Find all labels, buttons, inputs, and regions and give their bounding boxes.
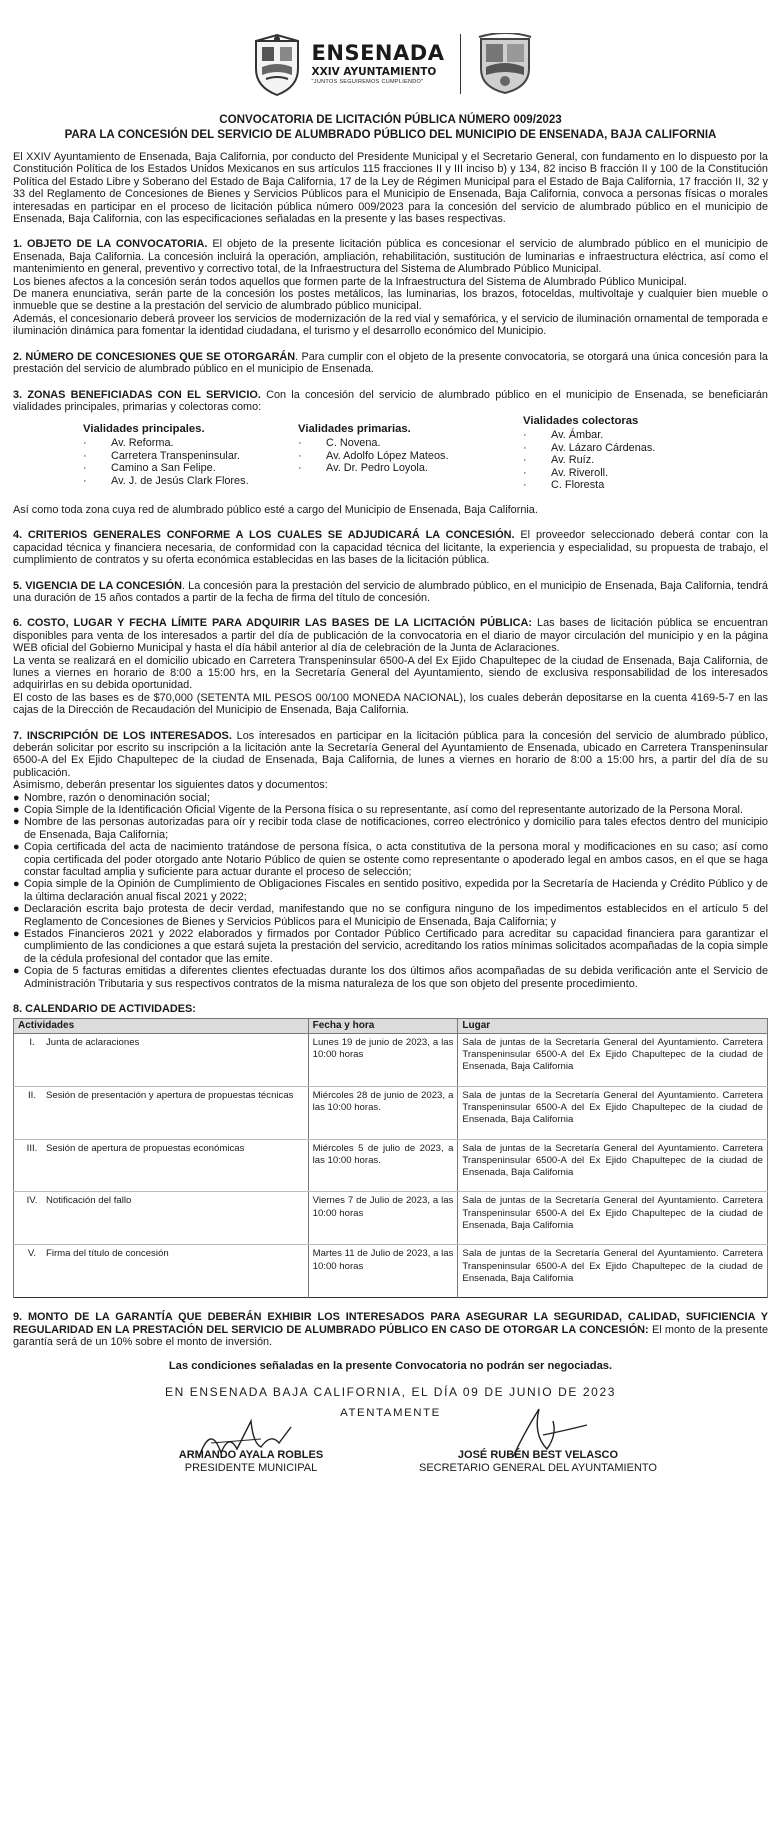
signature-secretary-icon [483,1405,603,1461]
activity-cell: Sesión de presentación y apertura de propuestas técnicas [46,1089,294,1101]
date-cell: Miércoles 28 de junio de 2023, a las 10:00 horas. [308,1086,458,1139]
section-2-heading: 2. NÚMERO DE CONCESIONES QUE SE OTORGARÁN [13,350,296,363]
regards-line: ATENTAMENTE [340,1407,441,1420]
requirement-item: ● Nombre de las personas autorizadas para oír y recibir toda clase de notificaciones, correo electrónico y domicilio para tales efectos dentro del municipio de Ensenada, Baja California; [13,816,768,841]
row-number: III. [26,1142,38,1154]
signatures [13,1419,768,1509]
section-6 [13,617,768,654]
table-row [14,1033,768,1086]
section-6-heading: 6. COSTO, LUGAR Y FECHA LÍMITE PARA ADQUIRIR LAS BASES DE LA LICITACIÓN PÚBLICA: [13,617,533,630]
section-1-heading: 1. OBJETO DE LA CONVOCATORIA. [13,238,208,251]
road-item: · Camino a San Felipe. [83,462,216,475]
logo-name: ENSENADA [311,40,445,65]
logo-divider [460,34,461,94]
section-5 [13,580,768,605]
header [13,18,768,110]
section-4-text: El proveedor seleccionado deberá contar con la capacidad técnica y financiera necesaria, de conformidad con la capacidad técnica del licitante, la experiencia y especialidad, su propuesta de trabajo, el cumplimiento de contratos y su oferta económica establecidas en las bases de la licitación pública. [13,529,769,567]
signatory-2-title: SECRETARIO GENERAL DEL AYUNTAMIENTO [419,1462,657,1475]
section-6-paragraph-3: El costo de las bases es de $70,000 (SETENTA MIL PESOS 00/100 MONEDA NACIONAL), los cuales deberán depositarse en la cuenta 4169-5-7 en las cajas de la Dirección de Recaudación del Municipio de Ensenada, Baja California. [13,691,768,717]
table-row [14,1192,768,1245]
row-number: I. [29,1036,35,1048]
section-1 [13,238,768,275]
section-1-paragraph-4: Además, el concesionario deberá proveer los servicios de modernización de la red vial y semafórica, y el servicio de iluminación ornamental de temporada e iluminación dinámica para fomentar la identidad ciudadana, el turismo y el desarrollo económico del Municipio. [13,312,768,338]
requirement-item: ● Estados Financieros 2021 y 2022 elaborados y firmados por Contador Público Certificado para acreditar su capacidad financiera para garantizar el cumplimiento de las condiciones a que estará sujeta la prestación del servicio, acreditando los ratios mínimas solicitados acompañadas de la copia simple de la cédula profesional del contador que las emite. [13,928,768,965]
date-cell: Viernes 7 de Julio de 2023, a las 10:00 horas [308,1192,458,1245]
section-7-heading: 7. INSCRIPCIÓN DE LOS INTERESADOS. [13,729,232,742]
place-cell: Sala de juntas de la Secretaría General del Ayuntamiento. Carretera Transpeninsular 6500-A del Ex Ejido Chapultepec de la ciudad de Ensenada, Baja California [458,1139,768,1192]
roads-collector-heading: Vialidades colectoras [523,415,639,428]
signatory-1-name: ARMANDO AYALA ROBLES [178,1449,324,1462]
signature-block-president [161,1449,341,1475]
road-item: · Av. Adolfo López Mateos. [298,449,449,462]
row-number: II. [28,1089,36,1101]
requirement-item: ● Copia Simple de la Identificación Oficial Vigente de la Persona física o su representante, así como del representante autorizado de la Persona Moral. [13,804,743,816]
logo-subtitle: XXIV AYUNTAMIENTO [311,65,437,78]
place-cell: Sala de juntas de la Secretaría General del Ayuntamiento. Carretera Transpeninsular 6500-A del Ex Ejido Chapultepec de la ciudad de Ensenada, Baja California [458,1086,768,1139]
non-negotiable-note: Las condiciones señaladas en la presente Convocatoria no podrán ser negociadas. [168,1360,613,1373]
activity-calendar-table [13,1018,768,1299]
activity-cell: Sesión de apertura de propuestas económicas [46,1142,245,1154]
date-cell: Miércoles 5 de julio de 2023, a las 10:00 horas. [308,1139,458,1192]
road-item: · C. Novena. [298,436,381,449]
table-row [14,1245,768,1298]
road-item: · Av. Dr. Pedro Loyola. [298,462,428,475]
requirement-item: ● Declaración escrita bajo protesta de decir verdad, manifestando que no se configura ninguno de los impedimentos establecidos en el artículo 5 del Reglamento de Concesiones de Bienes y Servicios Públicos para el Municipio de Ensenada, Baja California; y [13,903,768,928]
section-7-text: Los interesados en participar en la licitación pública para la concesión del servicio de alumbrado público, deberán solicitar por escrito su inscripción a la licitación ante la Secretaría General del Ayuntamiento de Ensenada, ubicado en Carretera Transpeninsular 6500-A del Ex Ejido Chapultepec de la ciudad de Ensenada, Baja California, de lunes a viernes en horario de 8:00 a 15:00 hrs, a partir del día de su publicación. [13,729,769,779]
road-item: · Av. Ruíz. [523,454,595,467]
requirement-item: ● Copia certificada del acta de nacimiento tratándose de persona física, o acta constitutiva de la persona moral y modificaciones en su caso; así como copia certificada del poder otorgado ante Notario Público de quien se ostente como representante o apoderado legal en ambos casos, en el que se haga constar facultad amplia y suficiente para actuar durante el proceso de selección; [13,841,768,879]
requirement-item: ● Copia de 5 facturas emitidas a diferentes clientes efectuadas durante los dos últimos años acompañadas de su debida verificación ante el Servicio de Administración Tributaria y sus respectivos contratos de la misma naturaleza de los que son objeto del presente procedimiento. [13,965,768,990]
section-3-heading: 3. ZONAS BENEFICIADAS CON EL SERVICIO. [13,388,261,401]
road-item: · Av. Reforma. [83,436,174,449]
document-title [13,112,768,142]
row-number: IV. [26,1195,38,1207]
activity-cell: Junta de aclaraciones [46,1036,140,1048]
section-1-paragraph-2: Los bienes afectos a la concesión serán todos aquellos que formen parte de la Infraestructura del Sistema de Alumbrado Público Municipal. [13,275,687,288]
table-row [14,1086,768,1139]
column-header-place: Lugar [458,1018,768,1033]
roads-primary-heading: Vialidades primarias. [298,423,411,436]
requirement-item: ● Nombre, razón o denominación social; [13,791,210,804]
section-3-footer: Así como toda zona cuya red de alumbrado público esté a cargo del Municipio de Ensenada, Baja California. [13,503,538,516]
section-8-heading: 8. CALENDARIO DE ACTIVIDADES: [13,1003,196,1016]
road-item: · Av. J. de Jesús Clark Flores. [83,474,249,487]
section-9 [13,1311,768,1348]
column-header-date: Fecha y hora [308,1018,458,1033]
city-shield-icon [248,31,306,97]
issue-date: EN ENSENADA BAJA CALIFORNIA, EL DÍA 09 DE JUNIO DE 2023 [164,1385,617,1400]
title-line-1: CONVOCATORIA DE LICITACIÓN PÚBLICA NÚMERO 009/2023 [219,113,562,126]
intro-paragraph: El XXIV Ayuntamiento de Ensenada, Baja California, por conducto del Presidente Municipal y el Secretario General, con fundamento en lo dispuesto por la Constitución Política de los Estados Unidos Mexicanos en sus artículos 115 fracciones II y III inciso b) y 134, 82 inciso B fracción II y 100 de la Constitución Política del Estado Libre y Soberano del Estado de Baja California, 17 de la Ley de Régimen Municipal para el Estado de Baja California, 17 fracción II, 32 y 33 del Reglamento de Concesiones de Bienes y Servicios Públicos para el Municipio de Ensenada, Baja California, convoca a personas físicas o morales interesadas en participar en el proceso de licitación pública número 009/2023 para la concesión del servicio de alumbrado público en el municipio de Ensenada, Baja California, con las especificaciones señaladas en la presente y las bases respectivas. [13,151,768,226]
logo-tagline: "JUNTOS SEGUIREMOS CUMPLIENDO" [311,79,424,85]
section-4-heading: 4. CRITERIOS GENERALES CONFORME A LOS CUALES SE ADJUDICARÁ LA CONCESIÓN. [13,529,515,542]
signature-block-secretary [403,1449,673,1475]
table-row [14,1139,768,1192]
section-3-text: Con la concesión del servicio de alumbrado público en el municipio de Ensenada, se beneficiarán vialidades principales, primarias y colectoras como: [13,388,768,413]
section-4 [13,529,768,566]
roads-principal-heading: Vialidades principales. [83,423,205,436]
place-cell: Sala de juntas de la Secretaría General del Ayuntamiento. Carretera Transpeninsular 6500-A del Ex Ejido Chapultepec de la ciudad de Ensenada, Baja California [458,1033,768,1086]
ensenada-logo [248,31,445,97]
section-7-paragraph-2: Asimismo, deberán presentar los siguientes datos y documentos: [13,779,328,792]
section-6-text: Las bases de licitación pública se encuentran disponibles para venta de los interesados a partir del día de publicación de la convocatoria en el diario de mayor circulación del municipio y en la página WEB oficial del Gobierno Municipal y hasta el día hábil anterior al día de celebración de la Junta de Aclaraciones. [13,617,768,655]
section-2 [13,351,768,376]
road-item: · Av. Ámbar. [523,428,604,441]
road-item: · Av. Lázaro Cárdenas. [523,441,656,454]
signature-president-icon [191,1413,301,1463]
roads-column-primary [298,423,523,492]
place-cell: Sala de juntas de la Secretaría General del Ayuntamiento. Carretera Transpeninsular 6500-A del Ex Ejido Chapultepec de la ciudad de Ensenada, Baja California [458,1245,768,1298]
signatory-2-name: JOSÉ RUBÉN BEST VELASCO [457,1449,619,1462]
date-cell: Lunes 19 de junio de 2023, a las 10:00 horas [308,1033,458,1086]
coat-of-arms-icon [477,33,533,95]
road-item: · C. Floresta [523,479,605,492]
section-9-heading: 9. MONTO DE LA GARANTÍA QUE DEBERÁN EXHIBIR LOS INTERESADOS PARA ASEGURAR LA SEGURIDAD, CALIDAD, SUFICIENCIA Y REGULARIDAD EN LA PRESTACIÓN DEL SERVICIO DE ALUMBRADO PÚBLICO EN CASO DE OTORGAR LA CONCESIÓN: [13,1311,768,1336]
date-cell: Martes 11 de Julio de 2023, a las 10:00 horas [308,1245,458,1298]
roads-columns [83,415,768,492]
section-3 [13,389,768,414]
requirement-item: ● Copia simple de la Opinión de Cumplimiento de Obligaciones Fiscales en sentido positivo, expedida por la Secretaría de Hacienda y Crédito Público y de la última declaración anual fiscal 2021 y 2022; [13,878,768,903]
roads-column-collector [523,415,723,492]
road-item: · Av. Riveroll. [523,466,609,479]
row-number: V. [27,1248,37,1260]
section-2-text: . Para cumplir con el objeto de la presente convocatoria, se otorgará una única concesión para la prestación del servicio de alumbrado público en el municipio de Ensenada. [13,350,768,376]
signatory-1-title: PRESIDENTE MUNICIPAL [184,1462,318,1475]
section-1-text: El objeto de la presente licitación pública es concesionar el servicio de alumbrado público en el municipio de Ensenada, Baja California. La concesión incluirá la operación, ampliación, rehabilitación, sustitución de luminarias e infraestructura eléctrica, así como el mantenimiento en general, preventivo y correctivo total, de la Infraestructura del Sistema de Alumbrado Público Municipal. [13,238,768,276]
activity-cell: Firma del título de concesión [46,1248,169,1260]
title-line-2: PARA LA CONCESIÓN DEL SERVICIO DE ALUMBRADO PÚBLICO DEL MUNICIPIO DE ENSENADA, BAJA CALIFORNIA [64,128,717,141]
road-item: · Carretera Transpeninsular. [83,449,240,462]
section-5-text: . La concesión para la prestación del servicio de alumbrado público, en el municipio de Ensenada, Baja California, tendrá una duración de 15 años contados a partir de la fecha de firma del título de concesión. [13,579,768,604]
activity-cell: Notificación del fallo [46,1195,132,1207]
roads-column-principal [83,423,298,492]
document-body [13,151,768,1348]
section-6-paragraph-2: La venta se realizará en el domicilio ubicado en Carretera Transpeninsular 6500-A del Ex Ejido Chapultepec de la ciudad de Ensenada, Baja California, de lunes a viernes en horario de 8:00 a 15:00 hrs, en la Secretaría General del Ayuntamiento, siendo de exclusiva responsabilidad de los interesados adquirirlas en su debida oportunidad. [13,654,768,692]
section-5-heading: 5. VIGENCIA DE LA CONCESIÓN [13,579,183,592]
section-1-paragraph-3: De manera enunciativa, serán parte de la concesión los postes metálicos, las luminarias, los brazos, fotoceldas, multivoltaje y cualquier bien mueble o inmueble que se destine a la prestación del servicio de alumbrado público municipal. [13,288,768,313]
section-9-text: El monto de la presente garantía será de un 10% sobre el monto de inversión. [13,1323,768,1349]
place-cell: Sala de juntas de la Secretaría General del Ayuntamiento. Carretera Transpeninsular 6500-A del Ex Ejido Chapultepec de la ciudad de Ensenada, Baja California [458,1192,768,1245]
section-7 [13,730,768,780]
column-header-activities: Actividades [14,1018,309,1033]
